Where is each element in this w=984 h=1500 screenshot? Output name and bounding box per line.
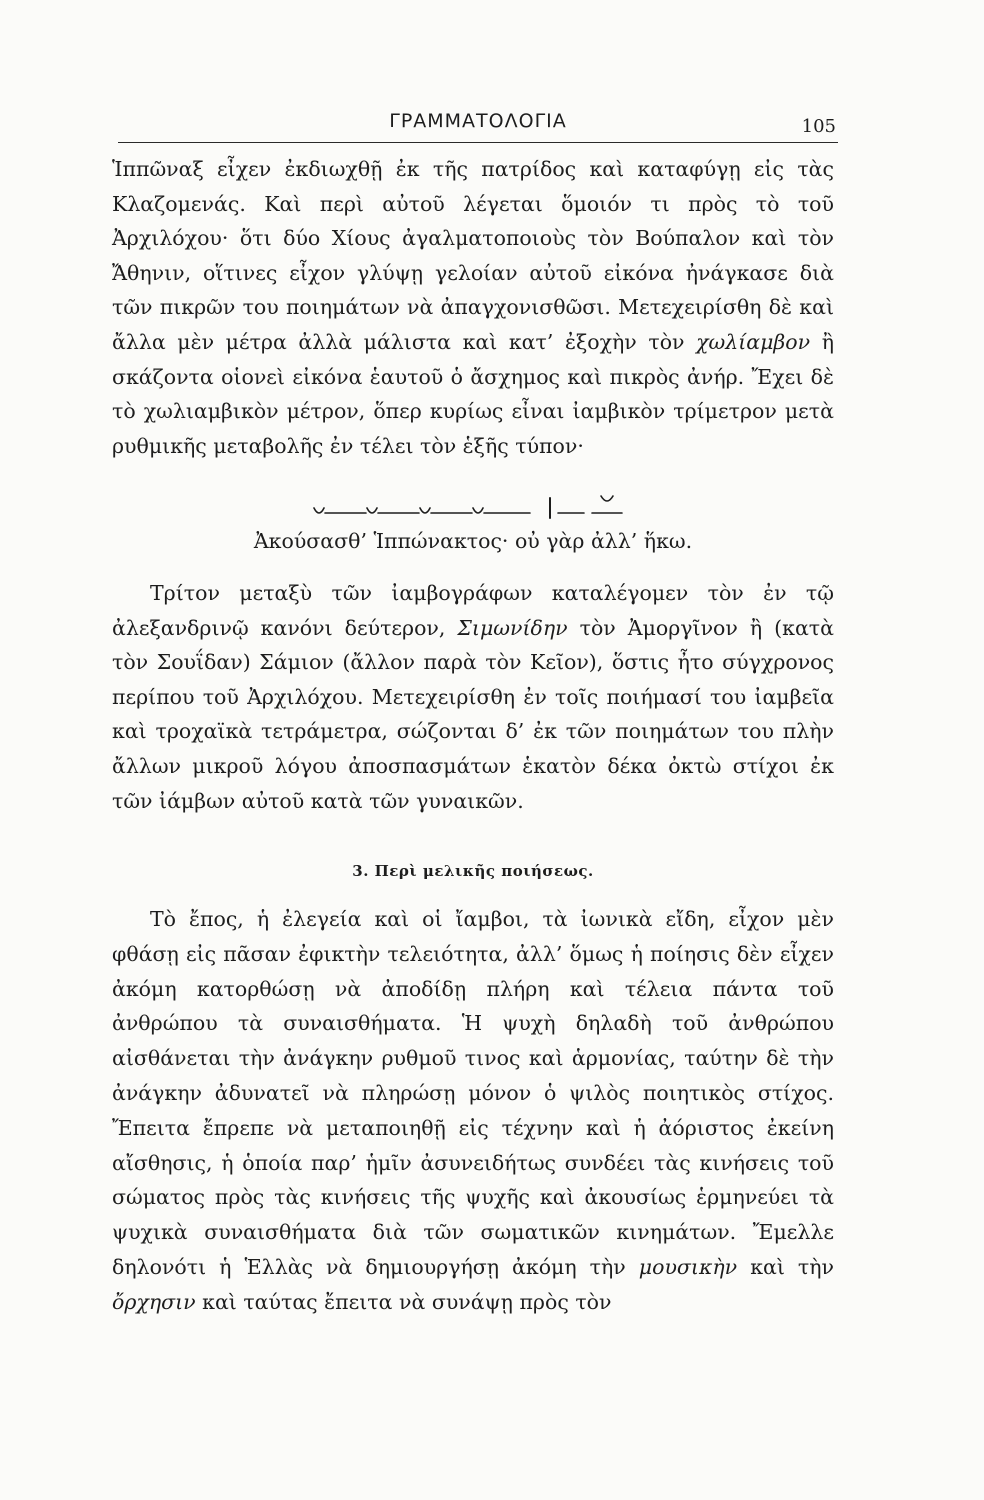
- short-syllable-mark: [473, 508, 483, 513]
- emphasized-term: χωλίαμβον: [696, 329, 811, 354]
- paragraph-text: καὶ ταύτας ἔπειτα νὰ συνάψῃ πρὸς τὸν: [202, 1289, 612, 1314]
- verse-example: Ἀκούσασθ’ Ἱππώνακτος· οὐ γὰρ ἀλλ’ ἥκω.: [253, 529, 693, 553]
- running-title: ΓΡΑΜΜΑΤΟΛΟΓΙΑ: [389, 110, 567, 132]
- page-number: 105: [801, 116, 836, 137]
- anceps-short-mark: [601, 496, 613, 501]
- page-header: [118, 102, 838, 143]
- emphasized-term: ὄρχησιν: [112, 1289, 196, 1314]
- paragraph-text: Τὸ ἔπος, ἡ ἐλεγεία καὶ οἱ ἴαμβοι, τὰ ἰωνικὰ εἴδη, εἶχον μὲν φθάσῃ εἰς πᾶσαν ἐφικτὴν τελειότητα, ἀλλ’ ὅμως ἡ ποίησις δὲν εἶχεν ἀκόμη κατορθώσῃ νὰ ἀποδίδῃ πλήρη καὶ τέλεια πάντα τοῦ ἀνθρώπου τὰ συναισθήματα. Ἡ ψυχὴ δηλαδὴ τοῦ ἀνθρώπου αἰσθάνεται τὴν ἀνάγκην ρυθμοῦ τινος καὶ ἁρμονίας, ταύτην δὲ τὴν ἀνάγκην ἀδυνατεῖ νὰ πληρώσῃ μόνον ὁ ψιλὸς ποιητικὸς στίχος. Ἔπειτα ἔπρεπε νὰ μεταποιηθῇ εἰς τέχνην καὶ ἡ ἀόριστος ἐκείνη αἴσθησις, ἡ ὁποία παρ’ ἡμῖν ἀσυνειδήτως συνδέει τὰς κινήσεις τοῦ σώματος πρὸς τὰς κινήσεις τῆς ψυχῆς καὶ ἀκουσίως ἑρμηνεύει τὰ ψυχικὰ συναισθήματα διὰ τῶν σωματικῶν κινημάτων. Ἔμελλε δηλονότι ἡ Ἑλλὰς νὰ δημιουργήσῃ ἀκόμη τὴν: [112, 907, 834, 1279]
- emphasized-term: μουσικὴν: [638, 1254, 738, 1279]
- paragraph-text: ἢ σκάζοντα οἱονεὶ εἰκόνα ἑαυτοῦ ὁ ἄσχημος καὶ πικρὸς ἀνήρ. Ἔχει δὲ τὸ χωλιαμβικὸν μέτρον, ὅπερ κυρίως εἶναι ἰαμβικὸν τρίμετρον μετὰ ρυθμικῆς μεταβολῆς ἐν τέλει τὸν ἑξῆς τύπον·: [112, 329, 834, 458]
- paragraph-text: καὶ τὴν: [750, 1254, 834, 1279]
- short-syllable-mark: [367, 508, 377, 513]
- paragraph-simonides: [112, 576, 834, 818]
- metrical-scheme: [230, 484, 730, 524]
- paragraph-text: Τρίτον μεταξὺ τῶν ἰαμβογράφων καταλέγομεν τὸν ἐν τῷ ἀλεξανδρινῷ κανόνι δεύτερον,: [112, 581, 834, 640]
- short-syllable-mark: [420, 508, 430, 513]
- short-syllable-mark: [314, 508, 324, 513]
- paragraph-text: Ἱππῶναξ εἶχεν ἐκδιωχθῇ ἐκ τῆς πατρίδος καὶ καταφύγῃ εἰς τὰς Κλαζομενάς. Καὶ περὶ αὐτοῦ λέγεται ὅμοιόν τι πρὸς τὸ τοῦ Ἀρχιλόχου· ὅτι δύο Χίους ἀγαλματοποιοὺς τὸν Βούπαλον καὶ τὸν Ἄθηνιν, οἵτινες εἶχον γλύψῃ γελοίαν αὐτοῦ εἰκόνα ἠνάγκασε διὰ τῶν πικρῶν του ποιημάτων νὰ ἀπαγχονισθῶσι. Μετεχειρίσθη δὲ καὶ ἄλλα μὲν μέτρα ἀλλὰ μάλιστα καὶ κατ’ ἐξοχὴν τὸν: [112, 157, 834, 354]
- paragraph-text: τὸν Ἀμοργῖνον ἢ (κατὰ τὸν Σουΐδαν) Σάμιον (ἄλλον παρὰ τὸν Κεῖον), ὅστις ἦτο σύγχρονος περίπου τοῦ Ἀρχιλόχου. Μετεχειρίσθη ἐν τοῖς ποιήμασί του ἰαμβεῖα καὶ τροχαϊκὰ τετράμετρα, σώζονται δ’ ἐκ τῶν ποιημάτων του πλὴν ἄλλων μικροῦ λόγου ἀποσπασμάτων ἑκατὸν δέκα ὀκτὼ στίχοι ἐκ τῶν ἰάμβων αὐτοῦ κατὰ τῶν γυναικῶν.: [112, 615, 834, 813]
- emphasized-name: Σιμωνίδην: [457, 615, 568, 640]
- paragraph-hipponax: [112, 152, 834, 463]
- section-heading: 3. Περὶ μελικῆς ποιήσεως.: [352, 862, 594, 880]
- paragraph-melic-poetry: [112, 902, 834, 1320]
